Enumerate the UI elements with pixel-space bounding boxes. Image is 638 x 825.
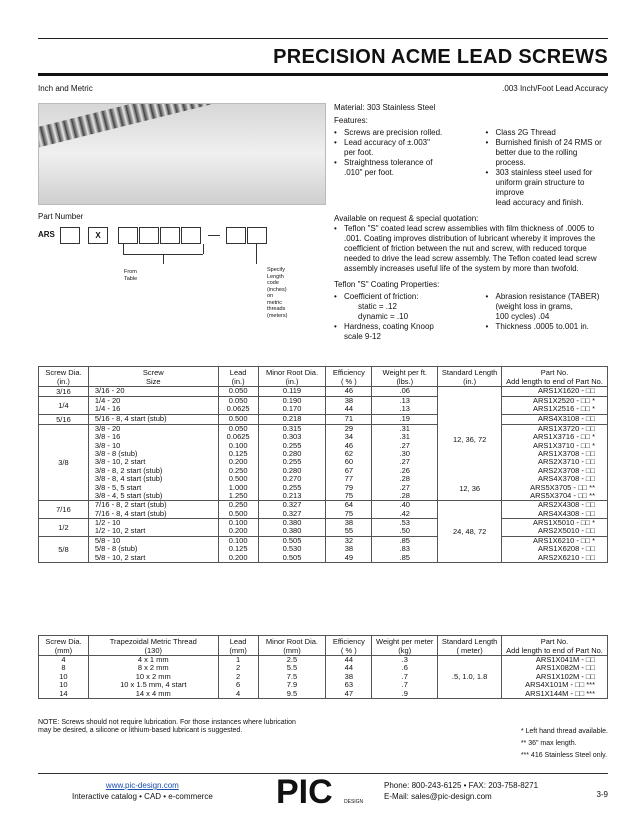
std-length-cell: .5, 1.0, 1.8 [438, 656, 502, 699]
column-header: Efficiency ( % ) [326, 367, 372, 387]
efficiency-cell: 38 44 [326, 397, 372, 415]
table-row [39, 656, 608, 699]
minor-cell: 0.218 [258, 414, 326, 424]
quote-text: • Teflon "S" coated lead screw assemblies with film thickness of .0005 to .001. Coating improves distribution of lubricant whereby it improves the coefficient of friction between the nut and screw, with reduced torque needed to drive the lead screw assembly. The Teflon coated lead screw assembly increases useful life of the system by more than twofold. [334, 224, 597, 273]
column-header: Screw Dia. (in.) [39, 367, 89, 387]
table-row [39, 501, 608, 519]
part-number-prefix: ARS [38, 230, 55, 239]
screw-dia-cell: 4 8 10 10 14 [39, 656, 89, 699]
weight-cell: .19 [372, 414, 438, 424]
product-description [334, 103, 609, 342]
screw-dia-cell: 7/16 [39, 501, 89, 519]
table-header-row [39, 636, 608, 656]
leader-line [123, 244, 124, 254]
column-header: Screw Size [88, 367, 218, 387]
screw-dia-cell: 1/4 [39, 397, 89, 415]
screw-size-cell: 3/16 - 20 [88, 387, 218, 397]
column-header: Part No. Add length to end of Part No. [502, 367, 608, 387]
footer-tagline: Interactive catalog • CAD • e-commerce [72, 792, 213, 801]
email[interactable]: E-Mail: sales@pic-design.com [384, 792, 492, 801]
part-no-cell: ARS1X3720 - □□ ARS1X3716 - □□ * ARS1X3710 - □□ * ARS1X3708 - □□ ARS2X3710 - □□ ARS2X3708 - □□ ARS4X3708 - □□ ARS5X3705 - □□ ** ARS5X3704 - □□ ** [502, 424, 608, 501]
column-header: Part No. Add length to end of Part No. [502, 636, 608, 656]
part-box [226, 227, 246, 244]
screw-dia-cell: 3/8 [39, 424, 89, 501]
efficiency-cell: 38 55 [326, 519, 372, 537]
minor-cell: 2.5 5.5 7.5 7.9 9.5 [258, 656, 326, 699]
leader-line [203, 244, 204, 254]
table-row [39, 424, 608, 501]
screw-size-cell: 7/16 - 8, 2 start (stub) 7/16 - 8, 4 start (stub) [88, 501, 218, 519]
footnote: ** 36" max length. [520, 740, 577, 747]
part-no-cell: ARS1X5010 - □□ * ARS2X5010 - □□ [502, 519, 608, 537]
weight-cell: .85 .83 .85 [372, 536, 438, 562]
lubrication-note: NOTE: Screws should not require lubrication. For those instances where lubrication may be desired, a silicone or lithium-based lubricant is suggested. [38, 719, 296, 734]
std-length-cell: 12, 36, 72 12, 36 [438, 387, 502, 501]
footnote: *** 416 Stainless Steel only. [520, 752, 608, 759]
column-header: Minor Root Dia. (in.) [258, 367, 326, 387]
dash [208, 235, 220, 236]
svg-text:PIC: PIC [276, 773, 333, 806]
screw-size-cell: 5/16 - 8, 4 start (stub) [88, 414, 218, 424]
lead-cell: 0.100 0.125 0.200 [218, 536, 258, 562]
part-no-cell: ARS1X1620 - □□ [502, 387, 608, 397]
length-note: Specify Length code (inches) on metric threads (meters) [267, 267, 288, 319]
minor-cell: 0.505 0.530 0.505 [258, 536, 326, 562]
from-table-note: From Table [124, 269, 138, 282]
lead-cell: 0.500 [218, 414, 258, 424]
weight-cell: .3 .6 .7 .7 .9 [372, 656, 438, 699]
column-header: Standard Length (in.) [438, 367, 502, 387]
inch-lead-screw-table [38, 366, 608, 563]
title-rule [38, 73, 608, 76]
part-box [181, 227, 201, 244]
minor-cell: 0.315 0.303 0.255 0.280 0.255 0.280 0.270 0.255 0.213 [258, 424, 326, 501]
lead-cell: 0.050 0.0625 [218, 397, 258, 415]
page-number: 3-9 [596, 790, 608, 799]
std-length-cell: 24, 48, 72 [438, 501, 502, 563]
efficiency-cell: 44 44 38 63 47 [326, 656, 372, 699]
part-box [60, 227, 80, 244]
quote-title: Available on request & special quotation: [334, 214, 479, 223]
pic-design-logo [274, 772, 374, 806]
column-header: Lead (mm) [218, 636, 258, 656]
part-no-cell: ARS1X6210 - □□ * ARS1X6208 - □□ ARS2X6210 - □□ [502, 536, 608, 562]
screw-image [38, 103, 326, 152]
table-row [39, 519, 608, 537]
minor-cell: 0.327 0.327 [258, 501, 326, 519]
screw-size-cell: 3/8 - 20 3/8 - 16 3/8 - 10 3/8 - 8 (stub) 3/8 - 10, 2 start 3/8 - 8, 2 start (stub) 3/8 - 8, 4 start (stub) 3/8 - 5, 5 start 3/8 - 4, 5 start (stub) [88, 424, 218, 501]
leader-line [163, 254, 164, 264]
part-no-cell: ARS1X041M - □□ ARS1X082M - □□ ARS1X102M - □□ ARS4X101M - □□ *** ARS1X144M - □□ *** [502, 656, 608, 699]
part-box [160, 227, 180, 244]
part-box-x: X [88, 227, 108, 244]
weight-cell: .40 .42 [372, 501, 438, 519]
lead-cell: 0.050 [218, 387, 258, 397]
features-title: Features: [334, 116, 368, 125]
column-header: Lead (in.) [218, 367, 258, 387]
table-row [39, 397, 608, 415]
lead-cell: 1 2 2 6 4 [218, 656, 258, 699]
top-rule [38, 38, 608, 39]
screw-dia-cell: 5/8 [39, 536, 89, 562]
table-header-row [39, 367, 608, 387]
svg-text:DESIGN: DESIGN [344, 799, 364, 805]
efficiency-cell: 46 [326, 387, 372, 397]
column-header: Minor Root Dia. (mm) [258, 636, 326, 656]
minor-cell: 0.119 [258, 387, 326, 397]
part-number-label: Part Number [38, 212, 84, 221]
page-title: PRECISION ACME LEAD SCREWS [273, 46, 608, 68]
part-box [118, 227, 138, 244]
column-header: Weight per ft. (lbs.) [372, 367, 438, 387]
efficiency-cell: 71 [326, 414, 372, 424]
coating-title: Teflon "S" Coating Properties: [334, 280, 440, 289]
phone-fax: Phone: 800-243-6125 • FAX: 203-758-8271 [384, 781, 539, 790]
screw-dia-cell: 1/2 [39, 519, 89, 537]
minor-cell: 0.380 0.380 [258, 519, 326, 537]
column-header: Standard Length ( meter) [438, 636, 502, 656]
weight-cell: .31 .31 .27 .30 .27 .26 .28 .27 .28 [372, 424, 438, 501]
footer-left [72, 780, 213, 802]
screw-size-cell: 5/8 - 10 5/8 - 8 (stub) 5/8 - 10, 2 start [88, 536, 218, 562]
column-header: Efficiency ( % ) [326, 636, 372, 656]
column-header: Screw Dia. (mm) [39, 636, 89, 656]
metric-lead-screw-table [38, 635, 608, 699]
efficiency-cell: 64 75 [326, 501, 372, 519]
thread-cell: 4 x 1 mm 8 x 2 mm 10 x 2 mm 10 x 1.5 mm, 4 start 14 x 4 mm [88, 656, 218, 699]
part-no-cell: ARS1X2520 - □□ * ARS1X2516 - □□ * [502, 397, 608, 415]
efficiency-cell: 29 34 46 62 60 67 77 79 75 [326, 424, 372, 501]
lead-cell: 0.050 0.0625 0.100 0.125 0.200 0.250 0.500 1.000 1.250 [218, 424, 258, 501]
table-row [39, 414, 608, 424]
table-row [39, 387, 608, 397]
part-no-cell: ARS2X4308 - □□ ARS4X4308 - □□ [502, 501, 608, 519]
lead-cell: 0.250 0.500 [218, 501, 258, 519]
column-header: Weight per meter (kg) [372, 636, 438, 656]
coating-properties: • Coefficient of friction: static = .12 dynamic = .10 • Hardness, coating Knoop scale 9-12 • Abrasion resistance (TABER) (weight loss in grams, 100 cycles) .04 • Thickness .0005 to.001 in. [334, 292, 600, 341]
screw-dia-cell: 5/16 [39, 414, 89, 424]
footnote: * Left hand thread available. [520, 728, 608, 735]
inch-table-body [39, 387, 608, 563]
weight-cell: .53 .50 [372, 519, 438, 537]
material-line: Material: 303 Stainless Steel [334, 103, 436, 112]
part-no-cell: ARS4X3108 - □□ [502, 414, 608, 424]
features-list: • Screws are precision rolled. • Lead accuracy of ±.003" per foot. • Straightness tolerance of .010" per foot. • Class 2G Thread • Burnished finish of 24 RMS or better due to the rolling process. • 303 stainless steel used for uniform grain structure to improve lead accuracy and finish. [334, 128, 602, 207]
weight-cell: .13 .13 [372, 397, 438, 415]
lead-cell: 0.100 0.200 [218, 519, 258, 537]
efficiency-cell: 32 38 49 [326, 536, 372, 562]
screw-dia-cell: 3/16 [39, 387, 89, 397]
weight-cell: .06 [372, 387, 438, 397]
screw-size-cell: 1/2 - 10 1/2 - 10, 2 start [88, 519, 218, 537]
footer-contact [384, 780, 538, 802]
table-row [39, 536, 608, 562]
website-link[interactable]: www.pic-design.com [105, 781, 179, 790]
subtitle-left: Inch and Metric [38, 84, 93, 93]
leader-line [256, 244, 257, 264]
lead-screw-photo [38, 103, 326, 205]
column-header: Trapezoidal Metric Thread (130) [88, 636, 218, 656]
part-box [139, 227, 159, 244]
minor-cell: 0.190 0.170 [258, 397, 326, 415]
part-box [247, 227, 267, 244]
footnotes [521, 726, 608, 762]
screw-size-cell: 1/4 - 20 1/4 - 16 [88, 397, 218, 415]
subtitle-right: .003 Inch/Foot Lead Accuracy [502, 84, 608, 93]
